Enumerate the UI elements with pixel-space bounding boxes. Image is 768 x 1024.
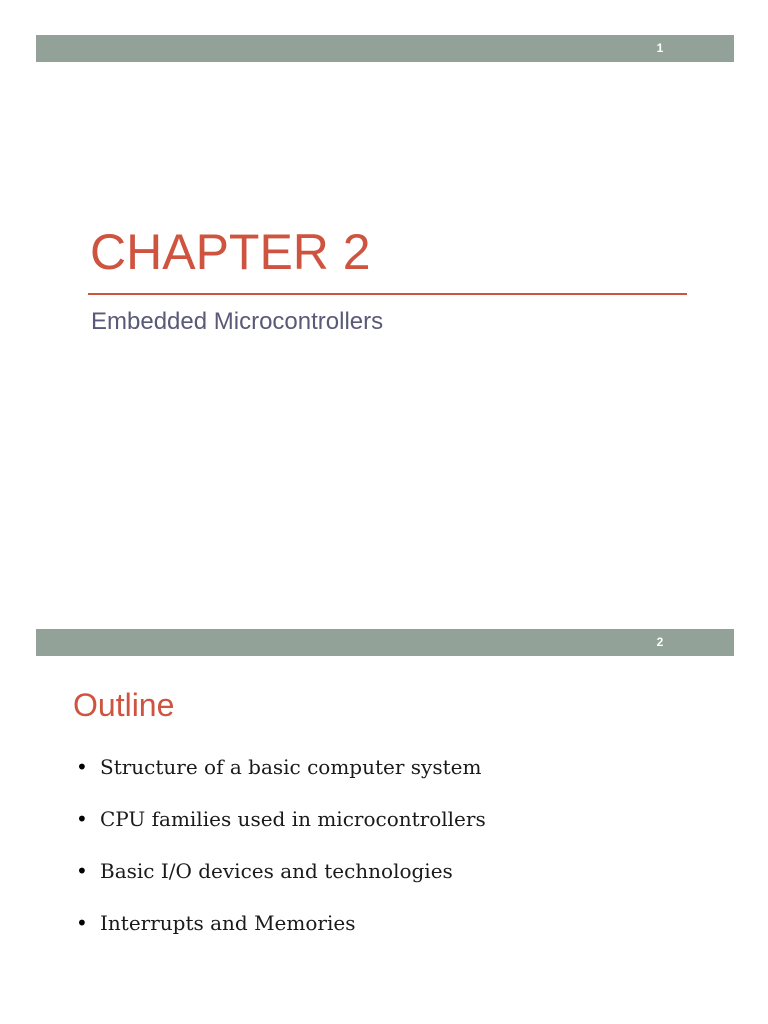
slide-number: 2: [656, 635, 664, 649]
bullet-icon: •: [76, 859, 88, 883]
bullet-icon: •: [76, 755, 88, 779]
slide-number: 1: [656, 41, 664, 55]
slide-header-bar: [36, 629, 734, 656]
title-divider: [88, 293, 687, 295]
list-item-text: Interrupts and Memories: [100, 911, 356, 935]
bullet-icon: •: [76, 911, 88, 935]
slide-header-bar: [36, 35, 734, 62]
outline-title: Outline: [73, 687, 175, 723]
chapter-subtitle: Embedded Microcontrollers: [91, 308, 384, 335]
list-item-text: Basic I/O devices and technologies: [100, 859, 453, 883]
bullet-icon: •: [76, 807, 88, 831]
list-item-text: Structure of a basic computer system: [100, 755, 482, 779]
chapter-title: CHAPTER 2: [90, 224, 371, 280]
slide-2: [0, 600, 768, 1024]
list-item-text: CPU families used in microcontrollers: [100, 807, 486, 831]
